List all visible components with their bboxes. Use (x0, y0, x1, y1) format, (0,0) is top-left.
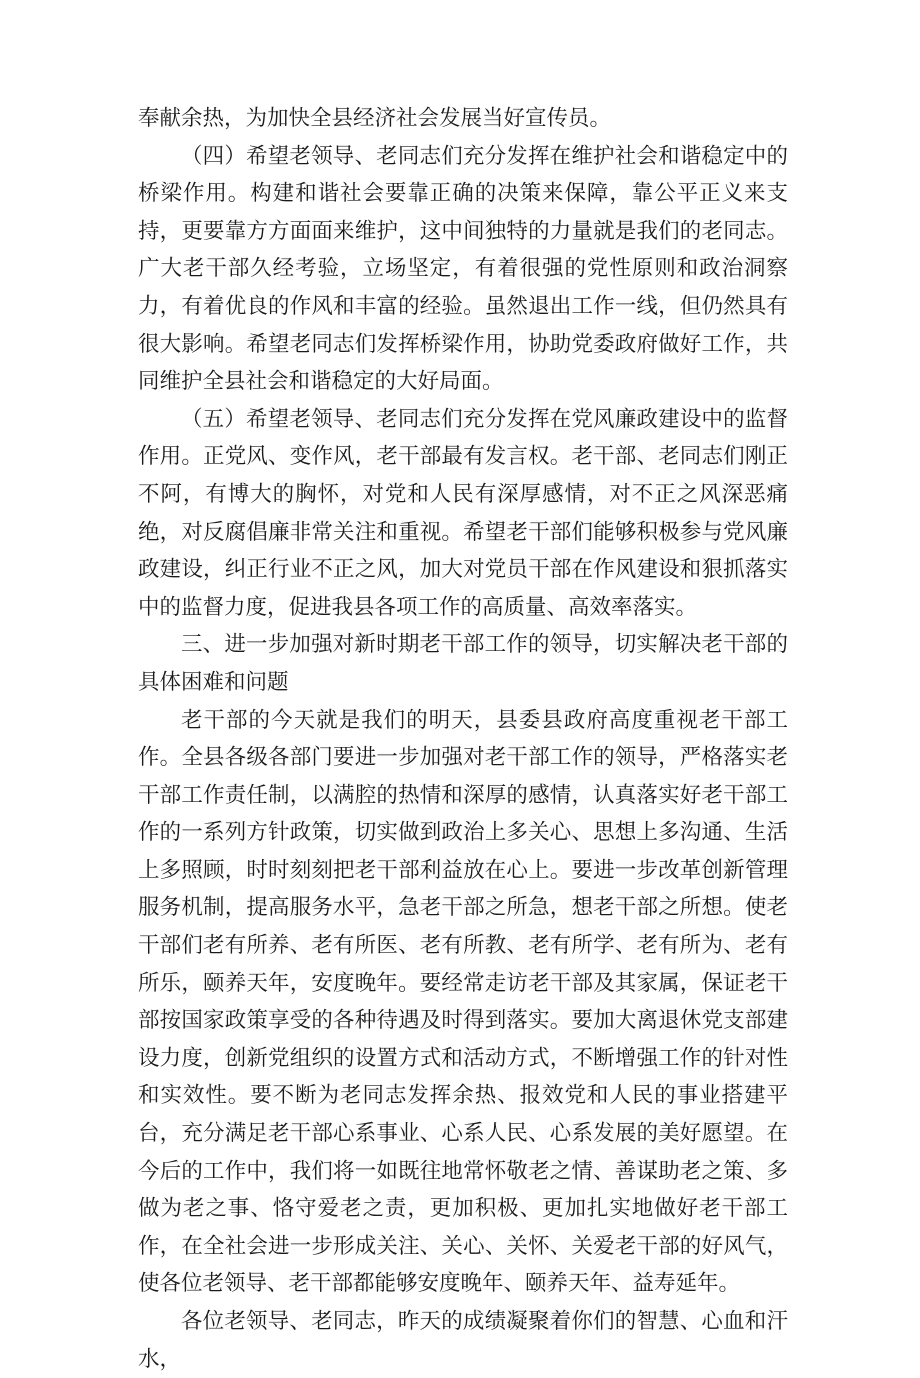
paragraph-item-four: （四）希望老领导、老同志们充分发挥在维护社会和谐稳定中的桥梁作用。构建和谐社会要靠正确的决策来保障，靠公平正义来支持，更要靠方方面面来维护，这中间独特的力量就是我们的老同志。广大老干部久经考验，立场坚定，有着很强的党性原则和政治洞察力，有着优良的作风和丰富的经验。虽然退出工作一线，但仍然具有很大影响。希望老同志们发挥桥梁作用，协助党委政府做好工作，共同维护全县社会和谐稳定的大好局面。 (138, 143, 788, 395)
paragraph-closing: 各位老领导、老同志，昨天的成绩凝聚着你们的智慧、心血和汗水， (138, 1309, 788, 1372)
paragraph-item-five: （五）希望老领导、老同志们充分发挥在党风廉政建设中的监督作用。正党风、变作风，老干部最有发言权。老干部、老同志们刚正不阿，有博大的胸怀，对党和人民有深厚感情，对不正之风深恶痛绝，对反腐倡廉非常关注和重视。希望老干部们能够积极参与党风廉政建设，纠正行业不正之风，加大对党员干部在作风建设和狠抓落实中的监督力度，促进我县各项工作的高质量、高效率落实。 (138, 406, 788, 620)
document-body (138, 100, 788, 1378)
paragraph-section-three-body: 老干部的今天就是我们的明天，县委县政府高度重视老干部工作。全县各级各部门要进一步加强对老干部工作的领导，严格落实老干部工作责任制，以满腔的热情和深厚的感情，认真落实好老干部工作的一系列方针政策，切实做到政治上多关心、思想上多沟通、生活上多照顾，时时刻刻把老干部利益放在心上。要进一步改革创新管理服务机制，提高服务水平，急老干部之所急，想老干部之所想。使老干部们老有所养、老有所医、老有所教、老有所学、老有所为、老有所乐，颐养天年，安度晚年。要经常走访老干部及其家属，保证老干部按国家政策享受的各种待遇及时得到落实。要加大离退休党支部建设力度，创新党组织的设置方式和活动方式，不断增强工作的针对性和实效性。要不断为老同志发挥余热、报效党和人民的事业搭建平台，充分满足老干部心系事业、心系人民、心系发展的美好愿望。在今后的工作中，我们将一如既往地常怀敬老之情、善谋助老之策、多做为老之事、恪守爱老之责，更加积极、更加扎实地做好老干部工作，在全社会进一步形成关注、关心、关怀、关爱老干部的好风气，使各位老领导、老干部都能够安度晚年、颐养天年、益寿延年。 (138, 707, 788, 1297)
section-heading-three: 三、进一步加强对新时期老干部工作的领导，切实解决老干部的具体困难和问题 (138, 632, 788, 695)
paragraph-continuation: 奉献余热，为加快全县经济社会发展当好宣传员。 (138, 106, 612, 131)
